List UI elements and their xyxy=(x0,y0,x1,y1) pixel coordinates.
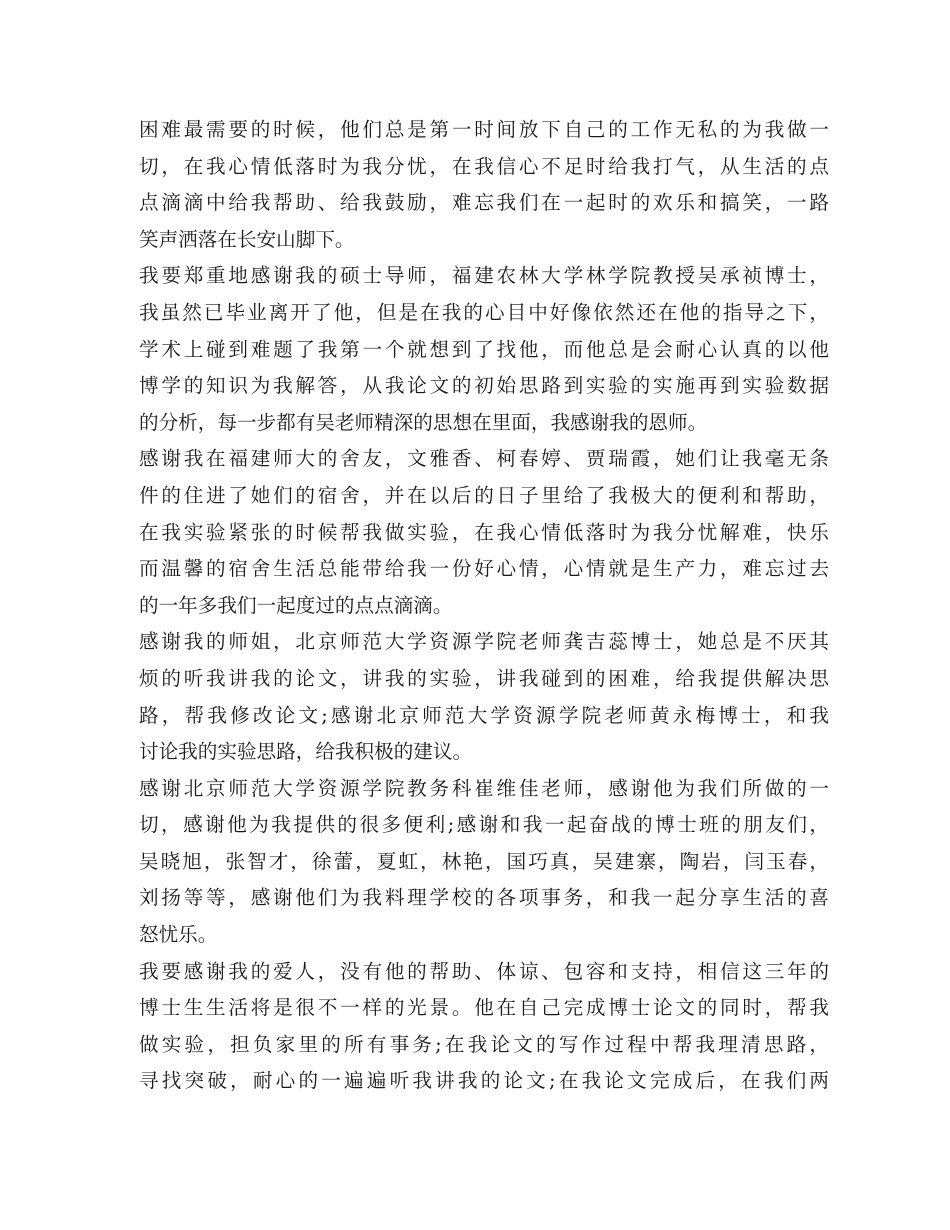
text-line: 的一年多我们一起度过的点点滴滴。 xyxy=(139,593,453,617)
text-line: 的分析，每一步都有吴老师精深的思想在里面，我感谢我的恩师。 xyxy=(139,410,708,434)
text-line: 在我实验紧张的时候帮我做实验，在我心情低落时为我分忧解难，快乐 xyxy=(139,520,829,544)
text-line: 讨论我的实验思路，给我积极的建议。 xyxy=(139,740,473,764)
text-line: 我要郑重地感谢我的硕士导师，福建农林大学林学院教授吴承祯博士， xyxy=(139,264,829,288)
text-line: 做实验，担负家里的所有事务;在我论文的写作过程中帮我理清思路， xyxy=(139,1032,829,1056)
body-text xyxy=(139,112,829,1100)
text-line: 我要感谢我的爱人，没有他的帮助、体谅、包容和支持，相信这三年的 xyxy=(139,959,829,983)
text-line: 吴晓旭，张智才，徐蕾，夏虹，林艳，国巧真，吴建寨，陶岩，闫玉春， xyxy=(139,849,829,873)
text-line: 感谢我在福建师大的舍友，文雅香、柯春婷、贾瑞霞，她们让我毫无条 xyxy=(139,447,829,471)
text-line: 烦的听我讲我的论文，讲我的实验，讲我碰到的困难，给我提供解决思 xyxy=(139,666,829,690)
text-line: 点滴滴中给我帮助、给我鼓励，难忘我们在一起时的欢乐和搞笑，一路 xyxy=(139,191,829,215)
text-line: 感谢我的师姐，北京师范大学资源学院老师龚吉蕊博士，她总是不厌其 xyxy=(139,630,829,654)
text-line: 我虽然已毕业离开了他，但是在我的心目中好像依然还在他的指导之下， xyxy=(139,300,829,324)
text-line: 感谢北京师范大学资源学院教务科崔维佳老师，感谢他为我们所做的一 xyxy=(139,776,829,800)
text-line: 博学的知识为我解答，从我论文的初始思路到实验的实施再到实验数据 xyxy=(139,374,829,398)
text-line: 笑声洒落在长安山脚下。 xyxy=(139,227,355,251)
text-line: 寻找突破，耐心的一遍遍听我讲我的论文;在我论文完成后，在我们两 xyxy=(139,1069,829,1093)
text-line: 件的住进了她们的宿舍，并在以后的日子里给了我极大的便利和帮助， xyxy=(139,483,829,507)
text-line: 博士生生活将是很不一样的光景。他在自己完成博士论文的同时，帮我 xyxy=(139,996,829,1020)
text-line: 切，在我心情低落时为我分忧，在我信心不足时给我打气，从生活的点 xyxy=(139,154,829,178)
text-line: 路，帮我修改论文;感谢北京师范大学资源学院老师黄永梅博士，和我 xyxy=(139,703,829,727)
text-line: 刘扬等等，感谢他们为我料理学校的各项事务，和我一起分享生活的喜 xyxy=(139,886,829,910)
text-line: 切，感谢他为我提供的很多便利;感谢和我一起奋战的博士班的朋友们， xyxy=(139,813,829,837)
text-line: 困难最需要的时候，他们总是第一时间放下自己的工作无私的为我做一 xyxy=(139,118,829,141)
text-line: 而温馨的宿舍生活总能带给我一份好心情，心情就是生产力，难忘过去 xyxy=(139,557,829,581)
text-line: 学术上碰到难题了我第一个就想到了找他，而他总是会耐心认真的以他 xyxy=(139,337,829,361)
text-line: 怒忧乐。 xyxy=(139,923,218,947)
